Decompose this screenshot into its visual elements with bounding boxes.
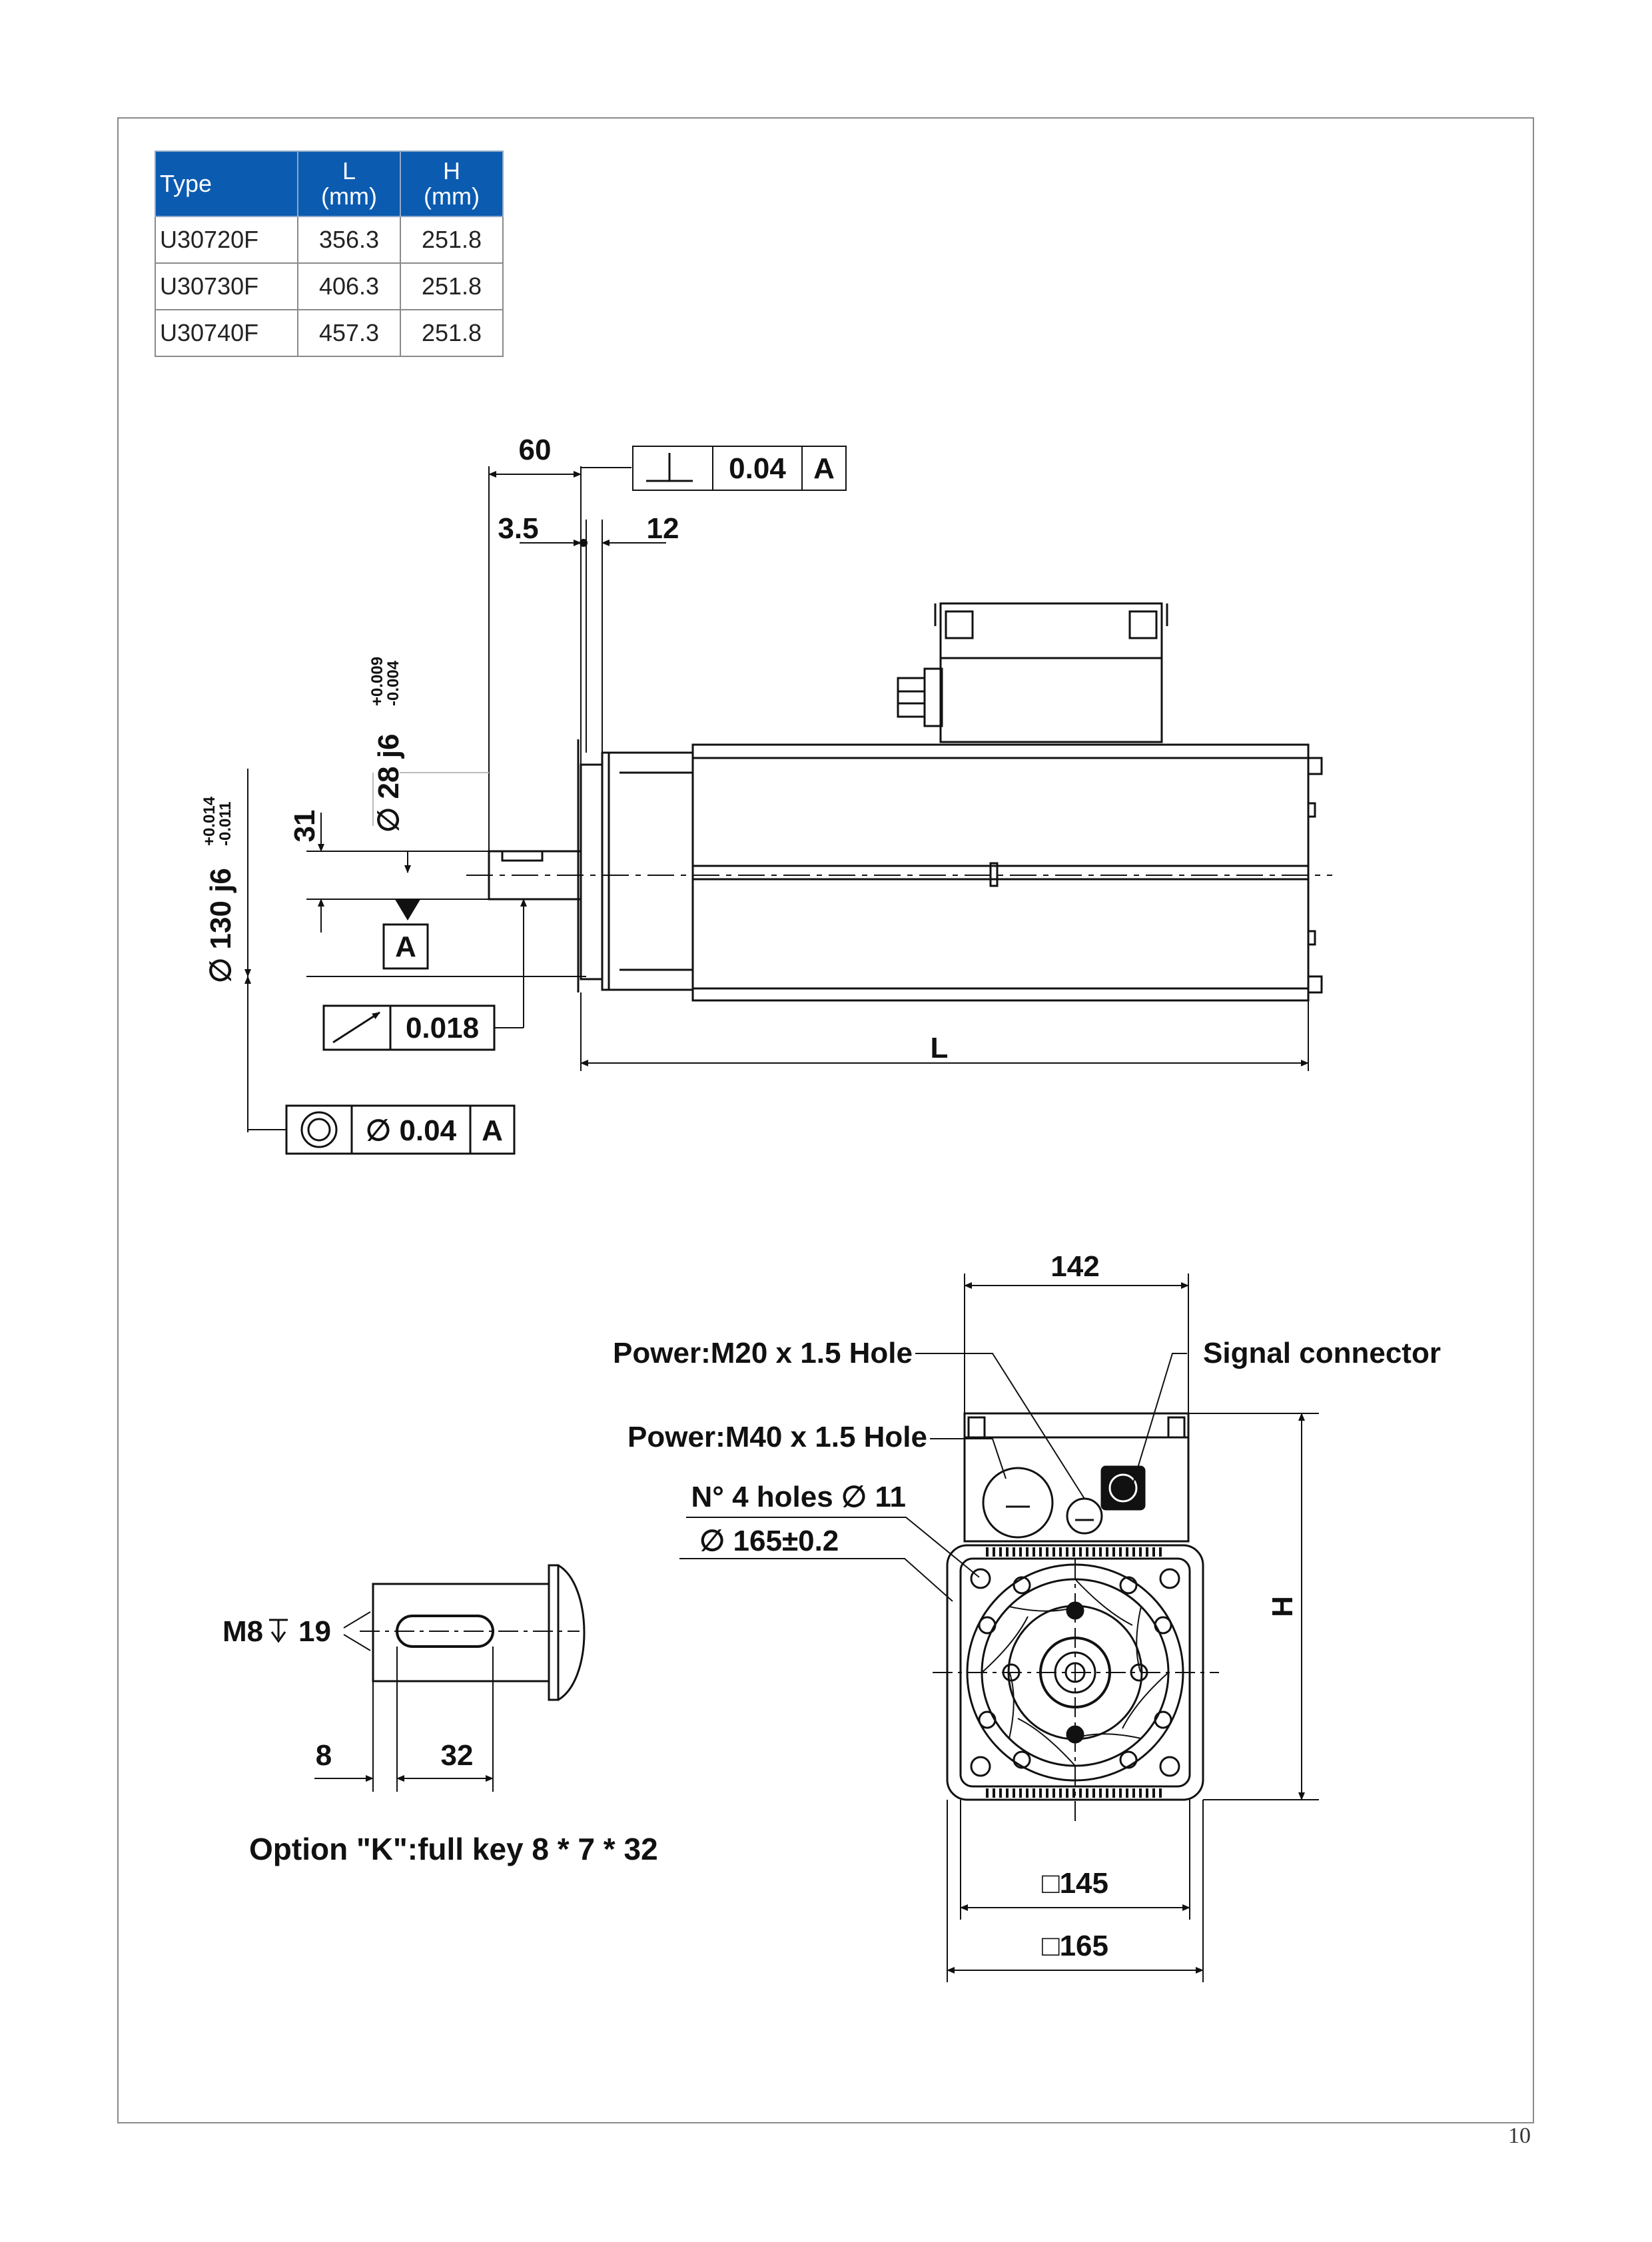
- cell-type: U30730F: [155, 263, 298, 310]
- option-note: Option "K":full key 8 * 7 * 32: [249, 1832, 658, 1866]
- front-terminal-box: [965, 1413, 1188, 1541]
- cell-h: 251.8: [400, 310, 503, 356]
- front-view-dimensions: [679, 1274, 1319, 1982]
- side-view-labels: [201, 434, 948, 1147]
- power-m20-label: Power:M20 x 1.5 Hole: [613, 1337, 913, 1369]
- thread-label: M8: [222, 1615, 264, 1648]
- pilot-tol-upper: +0.014: [201, 796, 218, 846]
- power-m20-hole: [1067, 1499, 1102, 1533]
- power-m40-hole: [983, 1468, 1052, 1537]
- dim-142: 142: [1050, 1250, 1100, 1283]
- cell-l: 406.3: [298, 263, 400, 310]
- page-number: 10: [1508, 2123, 1531, 2148]
- dim-31: 31: [288, 809, 321, 843]
- cell-l: 457.3: [298, 310, 400, 356]
- header-l-name: L: [342, 157, 356, 185]
- header-h-name: H: [443, 157, 460, 185]
- dim-60: 60: [518, 434, 552, 466]
- front-flange: [578, 739, 693, 992]
- square-165: □165: [1042, 1930, 1108, 1962]
- cell-h: 251.8: [400, 216, 503, 263]
- runout-value: 0.018: [405, 1012, 480, 1044]
- header-type: Type: [155, 151, 298, 216]
- side-view-dimensions: [248, 446, 1308, 1154]
- concentricity-value: ∅ 0.04: [365, 1114, 457, 1147]
- height-label: H: [1266, 1596, 1299, 1617]
- cell-l: 356.3: [298, 216, 400, 263]
- front-view-labels: [613, 1250, 1441, 1962]
- motor-body: [693, 745, 1322, 1000]
- cell-type: U30720F: [155, 216, 298, 263]
- power-m40-label: Power:M40 x 1.5 Hole: [627, 1421, 927, 1453]
- holes-label: N° 4 holes ∅ 11: [691, 1481, 906, 1513]
- perp-tol-datum: A: [813, 452, 835, 485]
- header-h-unit: (mm): [424, 183, 480, 210]
- pilot-tol-lower: -0.011: [216, 801, 234, 846]
- terminal-box: [935, 603, 1167, 742]
- thread-depth: 19: [298, 1615, 331, 1648]
- bolt-circle-label: ∅ 165±0.2: [699, 1525, 839, 1557]
- shaft-tol-lower: -0.004: [384, 660, 402, 706]
- signal-connector-label: Signal connector: [1203, 1337, 1441, 1369]
- length-label: L: [930, 1032, 949, 1064]
- dim-32: 32: [440, 1739, 474, 1772]
- header-l-unit: (mm): [321, 183, 377, 210]
- dim-8: 8: [315, 1739, 332, 1772]
- dim-3-5: 3.5: [498, 512, 539, 545]
- concentricity-datum: A: [482, 1114, 503, 1147]
- cell-type: U30740F: [155, 310, 298, 356]
- square-145: □145: [1042, 1867, 1108, 1900]
- dim-12: 12: [646, 512, 679, 545]
- side-view: [466, 603, 1332, 1000]
- shaft-diameter: ∅ 28 j6: [372, 733, 405, 833]
- connector-gland: [898, 669, 942, 726]
- datum-a-label: A: [395, 931, 416, 963]
- shaft-tol-upper: +0.009: [368, 656, 386, 706]
- pilot-diameter: ∅ 130 j6: [205, 868, 237, 983]
- cell-h: 251.8: [400, 263, 503, 310]
- signal-connector-icon: [1102, 1467, 1144, 1509]
- front-view: [933, 1413, 1219, 1825]
- shaft-detail-labels: [222, 1615, 658, 1866]
- perp-tol-value: 0.04: [729, 452, 786, 485]
